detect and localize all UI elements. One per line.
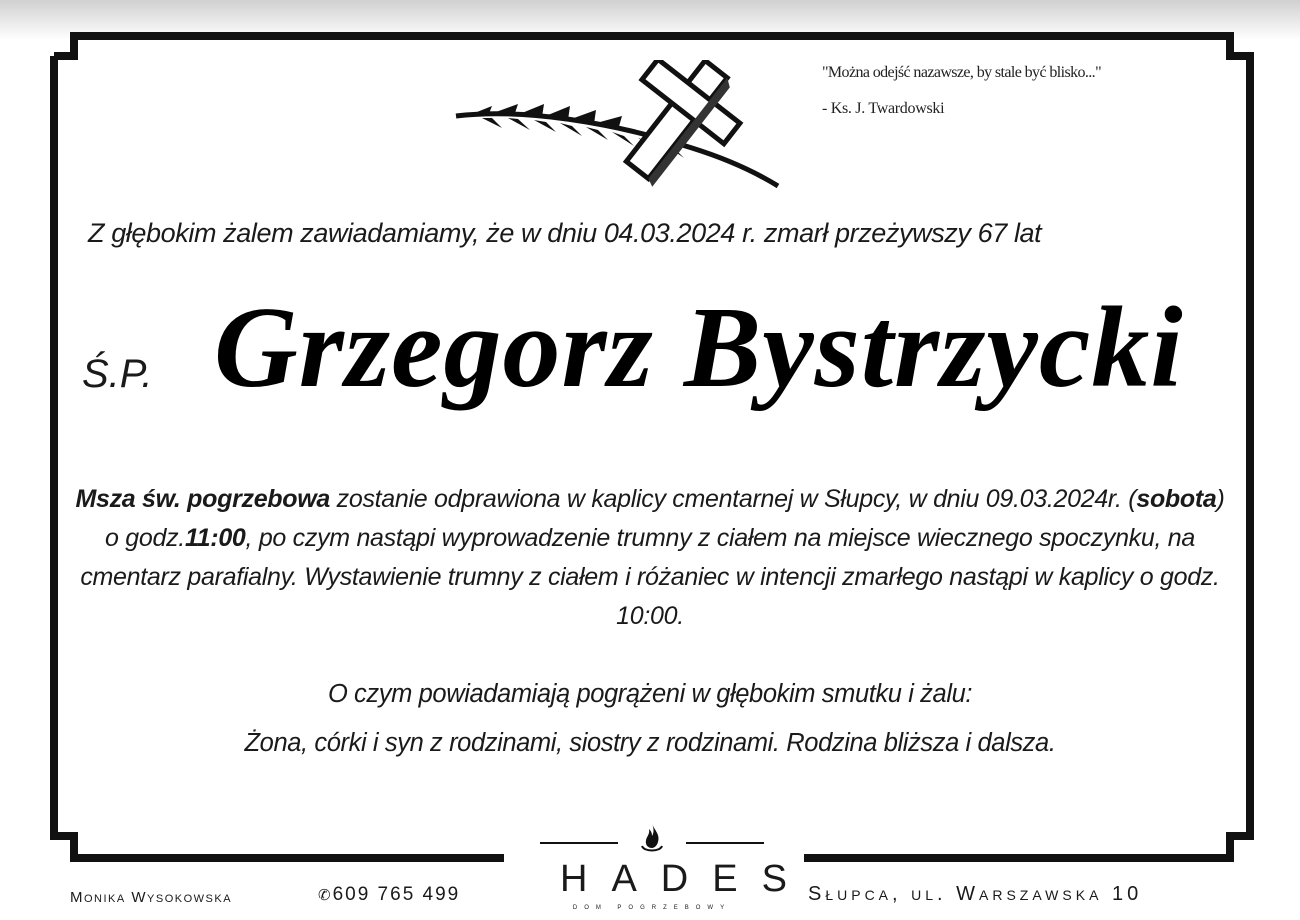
death-date: 04.03.2024 <box>603 218 735 248</box>
intro-prefix: Z głębokim żalem zawiadamiamy, że w dniu <box>88 218 597 248</box>
intro-verb: zmarł <box>763 218 828 248</box>
quote-author: - Ks. J. Twardowski <box>822 100 945 117</box>
flame-icon <box>638 822 666 856</box>
cross-palm-icon <box>452 60 782 192</box>
logo-title: HADES <box>560 858 811 900</box>
notify-line: O czym powiadamiają pogrążeni w głębokim smutku i żalu: <box>327 680 973 708</box>
mourners-line: Żona, córki i syn z rodzinami, siostry z rodzinami. Rodzina bliższa i dalsza. <box>244 729 1056 757</box>
quote-text: "Można odejść nazawsze, by stale być blisko..." <box>822 64 1101 81</box>
intro-r: r. <box>742 218 757 248</box>
age-prefix: przeżywszy <box>834 218 971 248</box>
mass-label: Msza św. pogrzebowa <box>75 485 330 513</box>
mass-text-3: , po czym nastąpi wyprowadzenie trumny z ciałem na miejsce wiecznego spoczynku, na cmentarz parafialny. Wystawienie trumny z ciałem i różaniec w intencji zmarłego nastąpi w kaplicy o godz. 10:00. <box>80 524 1220 630</box>
phone-icon: ✆ <box>318 887 333 904</box>
contact-name: Monika Wysokowska <box>70 889 233 906</box>
age: 67 lat <box>977 218 1042 248</box>
mass-text-2: ) o godz. <box>105 485 1225 552</box>
phone-number: 609 765 499 <box>332 884 461 905</box>
mass-day: sobota <box>1136 485 1217 513</box>
mass-paragraph <box>70 480 1230 636</box>
honorific: Ś.P. <box>82 352 153 396</box>
address: Słupca, ul. Warszawska 10 <box>808 883 1143 905</box>
mass-time: 11:00 <box>184 524 246 552</box>
logo-subtitle: dom pogrzebowy <box>572 901 732 911</box>
deceased-name: Grzegorz Bystrzycki <box>214 284 1184 412</box>
intro-line <box>88 218 1218 249</box>
phone-block <box>318 884 460 906</box>
mass-text-1: zostanie odprawiona w kaplicy cmentarnej w Słupcy, w dniu <box>336 485 980 513</box>
mass-date: 09.03.2024r. ( <box>985 485 1137 513</box>
